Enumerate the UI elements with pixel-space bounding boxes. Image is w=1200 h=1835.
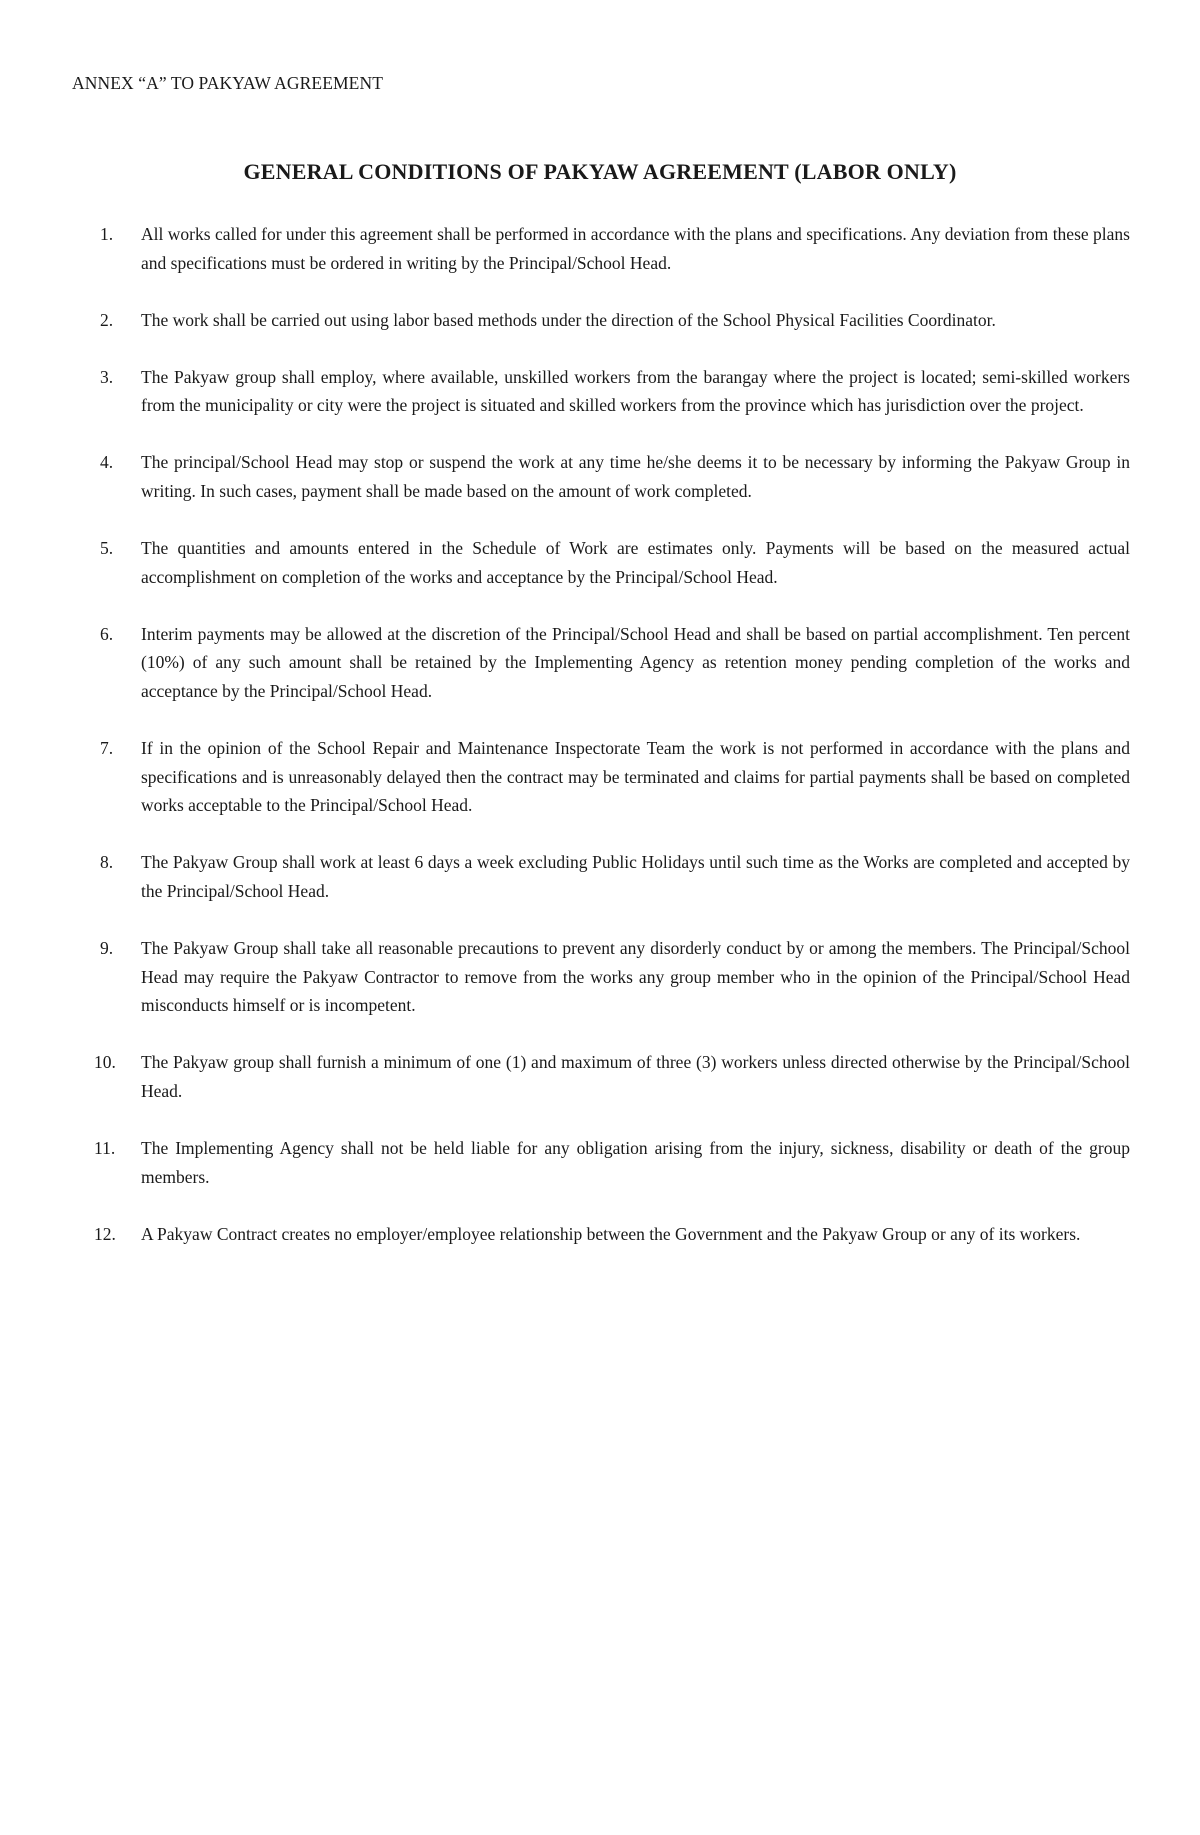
condition-text: The Pakyaw Group shall work at least 6 days a week excluding Public Holidays until such time as the Works are completed and accepted by the Principal/School Head. bbox=[141, 852, 1130, 901]
condition-number: 5. bbox=[100, 538, 114, 559]
condition-number: 9. bbox=[100, 938, 114, 959]
condition-text: The principal/School Head may stop or suspend the work at any time he/she deems it to be necessary by informing the Pakyaw Group in writing. In such cases, payment shall be made based on the amount of work completed. bbox=[141, 452, 1130, 502]
condition-number: 2. bbox=[100, 309, 114, 330]
condition-text: The Pakyaw group shall furnish a minimum of one (1) and maximum of three (3) workers unless directed otherwise by the Principal/School Head. bbox=[141, 1052, 1130, 1101]
condition-text: If in the opinion of the School Repair and Maintenance Inspectorate Team the work is not performed in accordance with the plans and specifications and is unreasonably delayed then the contract may be terminated and claims for partial payments shall be based on completed works acceptable to the Principal/School Head. bbox=[141, 738, 1130, 816]
condition-item-1 bbox=[100, 220, 1130, 277]
condition-text: All works called for under this agreement shall be performed in accordance with the plans and specifications. Any deviation from these plans and specifications must be ordered in writing by the Principal/School Head. bbox=[141, 224, 1130, 273]
condition-text: The work shall be carried out using labor based methods under the direction of the School Physical Facilities Coordinator. bbox=[141, 309, 996, 330]
condition-text: The quantities and amounts entered in the Schedule of Work are estimates only. Payments will be based on the measured actual accomplishment on completion of the works and acceptance by the Principal/School Head. bbox=[141, 538, 1130, 587]
condition-item-11 bbox=[94, 1134, 1130, 1191]
condition-item-5 bbox=[100, 534, 1130, 591]
condition-item-4 bbox=[100, 448, 1130, 505]
condition-item-10 bbox=[94, 1048, 1130, 1105]
condition-number: 1. bbox=[100, 224, 114, 244]
condition-number: 3. bbox=[100, 366, 114, 387]
condition-item-9 bbox=[100, 934, 1130, 1020]
condition-item-2 bbox=[100, 306, 1130, 335]
condition-number: 10. bbox=[94, 1052, 116, 1073]
condition-number: 8. bbox=[100, 852, 114, 873]
annex-label: ANNEX “A” TO PAKYAW AGREEMENT bbox=[72, 73, 383, 93]
condition-item-6 bbox=[100, 620, 1130, 706]
condition-number: 7. bbox=[100, 738, 114, 759]
conditions-list bbox=[94, 220, 1130, 1277]
condition-number: 6. bbox=[100, 623, 114, 644]
document-title: GENERAL CONDITIONS OF PAKYAW AGREEMENT (LABOR ONLY) bbox=[243, 159, 957, 184]
condition-text: The Pakyaw group shall employ, where available, unskilled workers from the barangay where the project is located; semi-skilled workers from the municipality or city were the project is situated and skilled workers from the province which has jurisdiction over the project. bbox=[141, 366, 1130, 416]
condition-item-12 bbox=[94, 1220, 1130, 1249]
condition-item-8 bbox=[100, 848, 1130, 905]
condition-text: The Implementing Agency shall not be held liable for any obligation arising from the injury, sickness, disability or death of the group members. bbox=[141, 1138, 1130, 1187]
condition-number: 12. bbox=[94, 1223, 116, 1244]
condition-text: The Pakyaw Group shall take all reasonable precautions to prevent any disorderly conduct by or among the members. The Principal/School Head may require the Pakyaw Contractor to remove from the works any group member who in the opinion of the Principal/School Head misconducts himself or is incompetent. bbox=[141, 938, 1130, 1016]
condition-text: A Pakyaw Contract creates no employer/employee relationship between the Government and the Pakyaw Group or any of its workers. bbox=[141, 1223, 1081, 1244]
condition-text: Interim payments may be allowed at the discretion of the Principal/School Head and shall be based on partial accomplishment. Ten percent (10%) of any such amount shall be retained by the Implementing Agency as retention money pending completion of the works and acceptance by the Principal/School Head. bbox=[141, 623, 1130, 702]
condition-item-3 bbox=[100, 363, 1130, 420]
condition-number: 4. bbox=[100, 452, 114, 473]
condition-item-7 bbox=[100, 734, 1130, 820]
condition-number: 11. bbox=[94, 1138, 116, 1159]
